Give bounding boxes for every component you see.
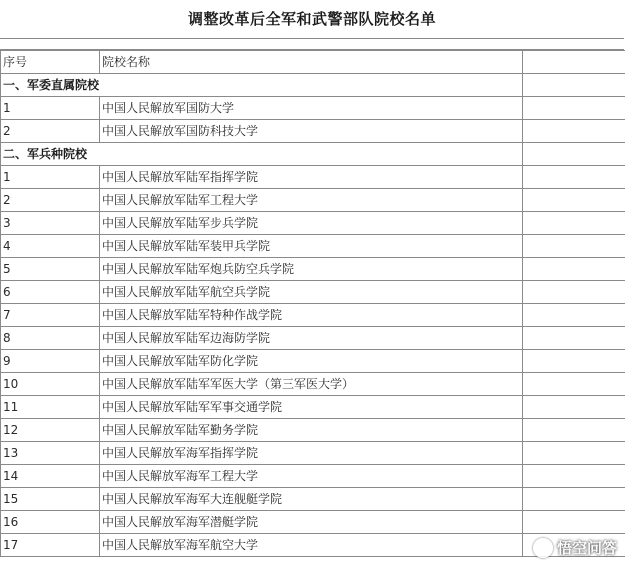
school-list-table	[0, 50, 625, 557]
empty-cell	[523, 166, 625, 189]
empty-cell	[523, 419, 625, 442]
empty-cell	[523, 350, 625, 373]
table-row	[1, 281, 625, 304]
row-index: 13	[1, 442, 100, 465]
row-index: 14	[1, 465, 100, 488]
table-header-row	[1, 51, 625, 74]
school-name: 中国人民解放军陆军步兵学院	[100, 212, 523, 235]
table-row	[1, 212, 625, 235]
section-row	[1, 143, 625, 166]
row-index: 6	[1, 281, 100, 304]
empty-cell	[523, 189, 625, 212]
school-name: 中国人民解放军国防科技大学	[100, 120, 523, 143]
row-index: 11	[1, 396, 100, 419]
table-row	[1, 442, 625, 465]
table-row	[1, 396, 625, 419]
school-name: 中国人民解放军陆军军事交通学院	[100, 396, 523, 419]
header-name: 院校名称	[100, 51, 523, 74]
table-row	[1, 258, 625, 281]
row-index: 9	[1, 350, 100, 373]
empty-cell	[523, 74, 625, 97]
row-index: 3	[1, 212, 100, 235]
watermark-text: 悟空问答	[556, 539, 617, 557]
watermark	[533, 537, 617, 558]
header-extra	[523, 51, 625, 74]
chat-bubble-icon	[533, 538, 553, 558]
table-row	[1, 534, 625, 557]
row-index: 7	[1, 304, 100, 327]
section-title: 一、军委直属院校	[1, 74, 523, 97]
table-row	[1, 189, 625, 212]
empty-cell	[523, 235, 625, 258]
school-name: 中国人民解放军海军大连舰艇学院	[100, 488, 523, 511]
row-index: 2	[1, 189, 100, 212]
school-name: 中国人民解放军陆军装甲兵学院	[100, 235, 523, 258]
table-row	[1, 235, 625, 258]
school-name: 中国人民解放军海军潜艇学院	[100, 511, 523, 534]
table-row	[1, 511, 625, 534]
row-index: 15	[1, 488, 100, 511]
empty-cell	[523, 258, 625, 281]
school-name: 中国人民解放军陆军边海防学院	[100, 327, 523, 350]
table-row	[1, 327, 625, 350]
row-index: 12	[1, 419, 100, 442]
table-row	[1, 304, 625, 327]
school-name: 中国人民解放军陆军军医大学（第三军医大学）	[100, 373, 523, 396]
empty-cell	[523, 373, 625, 396]
table-row	[1, 465, 625, 488]
school-name: 中国人民解放军陆军炮兵防空兵学院	[100, 258, 523, 281]
empty-cell	[523, 281, 625, 304]
table-body	[1, 51, 625, 557]
row-index: 2	[1, 120, 100, 143]
row-index: 4	[1, 235, 100, 258]
school-name: 中国人民解放军国防大学	[100, 97, 523, 120]
empty-cell	[523, 97, 625, 120]
header-index: 序号	[1, 51, 100, 74]
empty-cell	[523, 442, 625, 465]
empty-cell	[523, 396, 625, 419]
row-index: 8	[1, 327, 100, 350]
empty-cell	[523, 120, 625, 143]
row-index: 16	[1, 511, 100, 534]
table-row	[1, 488, 625, 511]
row-index: 10	[1, 373, 100, 396]
section-row	[1, 74, 625, 97]
table-row	[1, 166, 625, 189]
table-row	[1, 97, 625, 120]
row-index: 5	[1, 258, 100, 281]
school-name: 中国人民解放军陆军工程大学	[100, 189, 523, 212]
empty-cell	[523, 212, 625, 235]
empty-cell	[523, 488, 625, 511]
row-index: 1	[1, 97, 100, 120]
school-name: 中国人民解放军陆军特种作战学院	[100, 304, 523, 327]
section-title: 二、军兵种院校	[1, 143, 523, 166]
empty-cell	[523, 327, 625, 350]
school-name: 中国人民解放军陆军勤务学院	[100, 419, 523, 442]
school-name: 中国人民解放军陆军航空兵学院	[100, 281, 523, 304]
school-name: 中国人民解放军海军工程大学	[100, 465, 523, 488]
row-index: 1	[1, 166, 100, 189]
school-name: 中国人民解放军陆军防化学院	[100, 350, 523, 373]
empty-cell	[523, 465, 625, 488]
table-row	[1, 120, 625, 143]
school-name: 中国人民解放军陆军指挥学院	[100, 166, 523, 189]
table-row	[1, 419, 625, 442]
blank-row	[0, 39, 624, 50]
school-name: 中国人民解放军海军指挥学院	[100, 442, 523, 465]
page-title: 调整改革后全军和武警部队院校名单	[0, 0, 624, 39]
empty-cell	[523, 511, 625, 534]
empty-cell	[523, 304, 625, 327]
row-index: 17	[1, 534, 100, 557]
empty-cell	[523, 143, 625, 166]
table-row	[1, 350, 625, 373]
school-name: 中国人民解放军海军航空大学	[100, 534, 523, 557]
table-row	[1, 373, 625, 396]
